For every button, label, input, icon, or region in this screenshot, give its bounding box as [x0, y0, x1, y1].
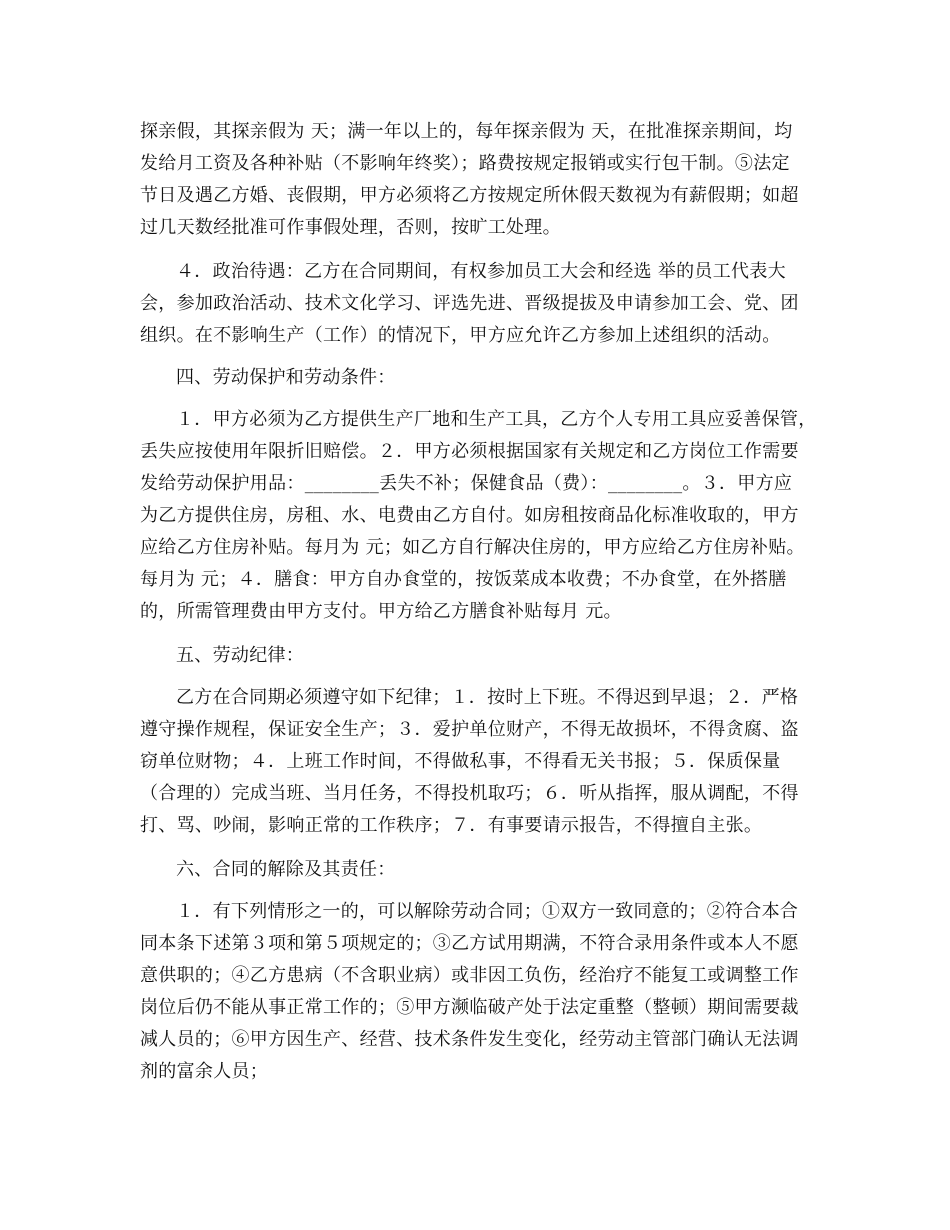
text-line: 为乙方提供住房，房租、水、电费由乙方自付。如房租按商品化标准收取的，甲方 [140, 505, 799, 526]
text-line: １．有下列情形之一的，可以解除劳动合同；①双方一致同意的；②符合本合 [176, 901, 799, 922]
text-line: １．甲方必须为乙方提供生产厂地和生产工具，乙方个人专用工具应妥善保管， [176, 409, 817, 430]
text-line: 剂的富余人员； [140, 1061, 269, 1082]
text-line: 节日及遇乙方婚、丧假期，甲方必须将乙方按规定所休假天数视为有薪假期；如超 [140, 185, 799, 206]
text-line: 意供职的；④乙方患病（不含职业病）或非因工负伤，经治疗不能复工或调整工作 [140, 965, 799, 986]
text-line: 丢失应按使用年限折旧赔偿。２．甲方必须根据国家有关规定和乙方岗位工作需要 [140, 441, 799, 462]
text-line: 组织。在不影响生产（工作）的情况下，甲方应允许乙方参加上述组织的活动。 [140, 325, 781, 346]
text-line: 过几天数经批准可作事假处理，否则，按旷工处理。 [140, 217, 561, 238]
text-line: 减人员的；⑥甲方因生产、经营、技术条件发生变化，经劳动主管部门确认无法调 [140, 1029, 799, 1050]
text-line: 发给月工资及各种补贴（不影响年终奖）；路费按规定报销或实行包干制。⑤法定 [140, 153, 790, 174]
text-line: 会，参加政治活动、技术文化学习、评选先进、晋级提拔及申请参加工会、党、团 [140, 293, 799, 314]
text-line: 探亲假，其探亲假为 天；满一年以上的，每年探亲假为 天，在批准探亲期间，均 [140, 121, 793, 142]
text-line: 打、骂、吵闹，影响正常的工作秩序；７．有事要请示报告，不得擅自主张。 [140, 815, 763, 836]
text-line: 每月为 元；４．膳食：甲方自办食堂的，按饭菜成本收费；不办食堂，在外搭膳 [140, 569, 787, 590]
text-line: 同本条下述第３项和第５项规定的；③乙方试用期满，不符合录用条件或本人不愿 [140, 933, 799, 954]
section-heading: 五、劳动纪律： [176, 645, 305, 666]
text-line: 乙方在合同期必须遵守如下纪律；１．按时上下班。不得迟到早退；２．严格 [176, 687, 799, 708]
text-line: 应给乙方住房补贴。每月为 元；如乙方自行解决住房的，甲方应给乙方住房补贴。 [140, 537, 805, 558]
text-line: 的，所需管理费由甲方支付。甲方给乙方膳食补贴每月 元。 [140, 601, 622, 622]
text-line: 窃单位财物；４．上班工作时间，不得做私事，不得看无关书报；５．保质保量 [140, 751, 781, 772]
text-line: 发给劳动保护用品：________丢失不补；保健食品（费）：________。３．甲方应 [140, 473, 793, 494]
section-heading: 四、劳动保护和劳动条件： [176, 367, 396, 388]
text-line: 岗位后仍不能从事正常工作的；⑤甲方濒临破产处于法定重整（整顿）期间需要裁 [140, 997, 799, 1018]
text-line: （合理的）完成当班、当月任务，不得投机取巧；６．听从指挥，服从调配，不得 [140, 783, 799, 804]
text-line: ４．政治待遇：乙方在合同期间，有权参加员工大会和经选 举的员工代表大 [176, 261, 786, 282]
section-heading: 六、合同的解除及其责任： [176, 859, 396, 880]
text-line: 遵守操作规程，保证安全生产；３．爱护单位财产，不得无故损坏，不得贪腐、盗 [140, 719, 799, 740]
